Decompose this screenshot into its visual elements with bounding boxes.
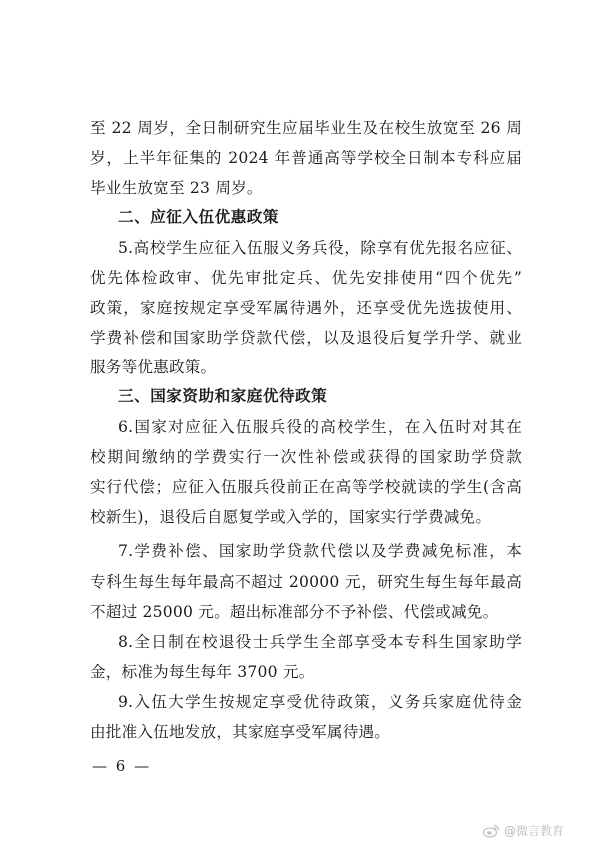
watermark <box>482 822 564 839</box>
paragraph-line: 不超过 25000 元。超出标准部分不予补偿、代偿或减免。 <box>90 603 499 621</box>
paragraph-line: 6.国家对应征入伍服兵役的高校学生，在入伍时对其在 <box>118 418 522 436</box>
paragraph-line: 实行代偿；应征入伍服兵役前正在高等学校就读的学生(含高 <box>90 478 522 496</box>
paragraph-line: 优先体检政审、优先审批定兵、优先安排使用“四个优先” <box>90 269 522 287</box>
weibo-logo-icon <box>482 823 500 838</box>
paragraph-line: 岁，上半年征集的 2024 年普通高等学校全日制本专科应届 <box>90 149 522 167</box>
paragraph-line: 9.入伍大学生按规定享受优待政策，义务兵家庭优待金 <box>118 693 522 711</box>
section-heading: 三、国家资助和家庭优待政策 <box>118 387 328 405</box>
paragraph-line: 学费补偿和国家助学贷款代偿，以及退役后复学升学、就业 <box>90 329 522 347</box>
paragraph-line: 专科生每生每年最高不超过 20000 元，研究生每生每年最高 <box>90 573 522 591</box>
paragraph-line: 金，标准为每生每年 3700 元。 <box>90 663 315 681</box>
paragraph-line: 服务等优惠政策。 <box>90 358 217 376</box>
watermark-text: @微言教育 <box>504 824 565 838</box>
paragraph-line: 8.全日制在校退役士兵学生全部享受本专科生国家助学 <box>118 633 522 651</box>
paragraph-line: 政策，家庭按规定享受军属待遇外，还享受优先选拔使用、 <box>90 299 522 317</box>
paragraph-line: 毕业生放宽至 23 周岁。 <box>90 179 263 197</box>
paragraph-line: 由批准入伍地发放，其家庭享受军属待遇。 <box>90 723 391 741</box>
paragraph-line: 校新生)，退役后自愿复学或入学的，国家实行学费减免。 <box>90 508 492 526</box>
section-heading: 二、应征入伍优惠政策 <box>118 208 279 226</box>
paragraph-line: 5.高校学生应征入伍服义务兵役，除享有优先报名应征、 <box>118 239 522 257</box>
paragraph-line: 校期间缴纳的学费实行一次性补偿或获得的国家助学贷款 <box>90 448 522 466</box>
paragraph-line: 至 22 周岁，全日制研究生应届毕业生及在校生放宽至 26 周 <box>90 119 522 137</box>
page-number: — 6 — <box>92 757 152 775</box>
paragraph-line: 7.学费补偿、国家助学贷款代偿以及学费减免标准，本 <box>118 542 522 560</box>
